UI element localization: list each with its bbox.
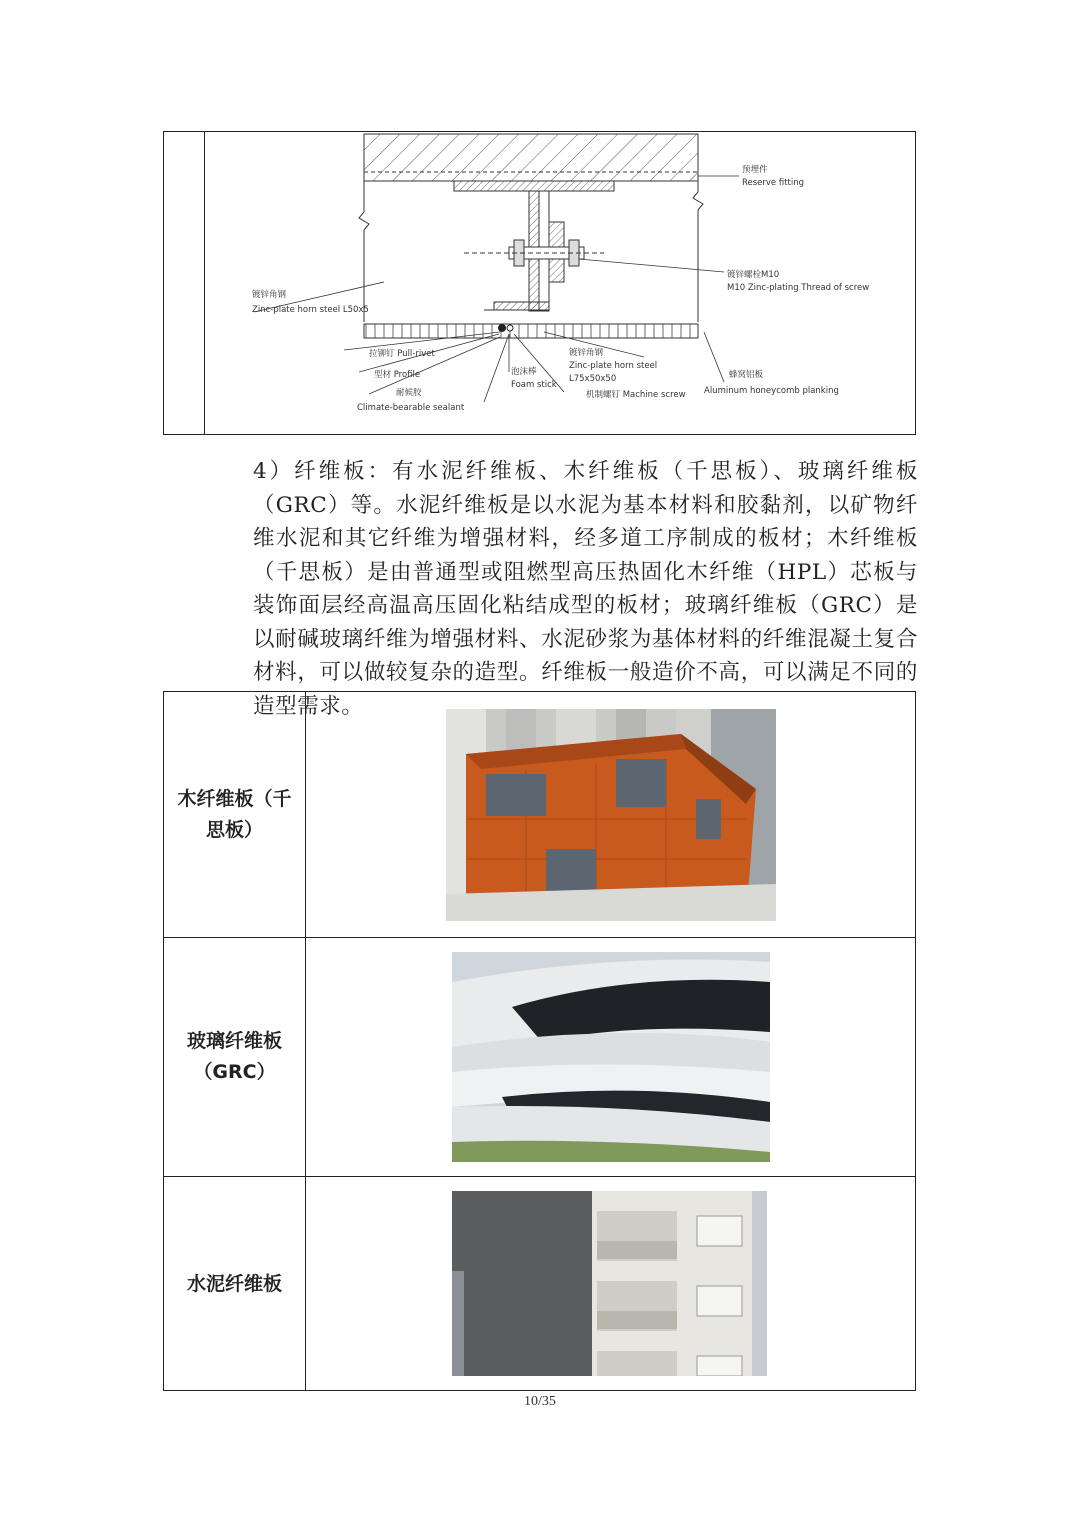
label-profile: 型材 Profile (374, 370, 421, 380)
label-reserve-cn: 预埋件 (742, 165, 768, 175)
row-name: 水泥纤维板 (186, 1273, 282, 1295)
curtain-wall-section-drawing (164, 132, 917, 436)
label-sealant-en: Climate-bearable sealant (357, 403, 465, 413)
cement-fiber-board-photo (452, 1191, 767, 1376)
fiberboard-paragraph: 4）纤维板：有水泥纤维板、木纤维板（千思板）、玻璃纤维板（GRC）等。水泥纤维板是以水泥为基本材料和胶黏剂，以矿物纤维水泥和其它纤维为增强材料，经多道工序制成的板材；木纤维板（千思板）是由普通型或阻燃型高压热固化木纤维（HPL）芯板与装饰面层经高温高压固化粘结成型的板材；玻璃纤维板（GRC）是以耐碱玻璃纤维为增强材料、水泥砂浆为基体材料的纤维混凝土复合材料，可以做较复杂的造型。纤维板一般造价不高，可以满足不同的造型需求。 (253, 459, 918, 719)
label-angle-cn: 镀锌角钢 (252, 290, 287, 300)
label-angle2-cn: 镀锌角钢 (569, 348, 604, 358)
label-sealant-cn: 耐候胶 (396, 388, 422, 398)
label-foam-cn: 泡沫棒 (511, 367, 537, 377)
wood-fiber-board-photo (446, 709, 776, 921)
label-angle2-en1: Zinc-plate horn steel (569, 361, 658, 371)
table-row (164, 1177, 915, 1392)
label-honeycomb-cn: 蜂窝铝板 (729, 370, 764, 380)
label-honeycomb-en: Aluminum honeycomb planking (704, 386, 839, 396)
label-angle-en: Zinc-plate horn steel L50x5 (252, 305, 369, 315)
drawing-table (163, 131, 916, 435)
row-name: 玻璃纤维板（GRC） (186, 1030, 282, 1083)
label-angle2-en2: L75x50x50 (569, 374, 617, 384)
table-row (164, 938, 915, 1177)
label-rivet: 拉铆钉 Pull-rivet (369, 349, 435, 359)
row-name: 木纤维板（千思板） (177, 787, 292, 841)
table-row (164, 692, 915, 938)
label-machine-screw: 机制螺钉 Machine screw (586, 390, 686, 400)
label-foam-en: Foam stick (511, 380, 557, 390)
fiberboard-table (163, 691, 916, 1391)
label-bolt-en: M10 Zinc-plating Thread of screw (727, 283, 870, 293)
label-bolt-cn: 镀锌螺栓M10 (727, 270, 780, 280)
page-number: 10/35 (524, 1394, 556, 1409)
label-reserve-en: Reserve fitting (742, 178, 805, 188)
grc-board-photo (452, 952, 770, 1162)
